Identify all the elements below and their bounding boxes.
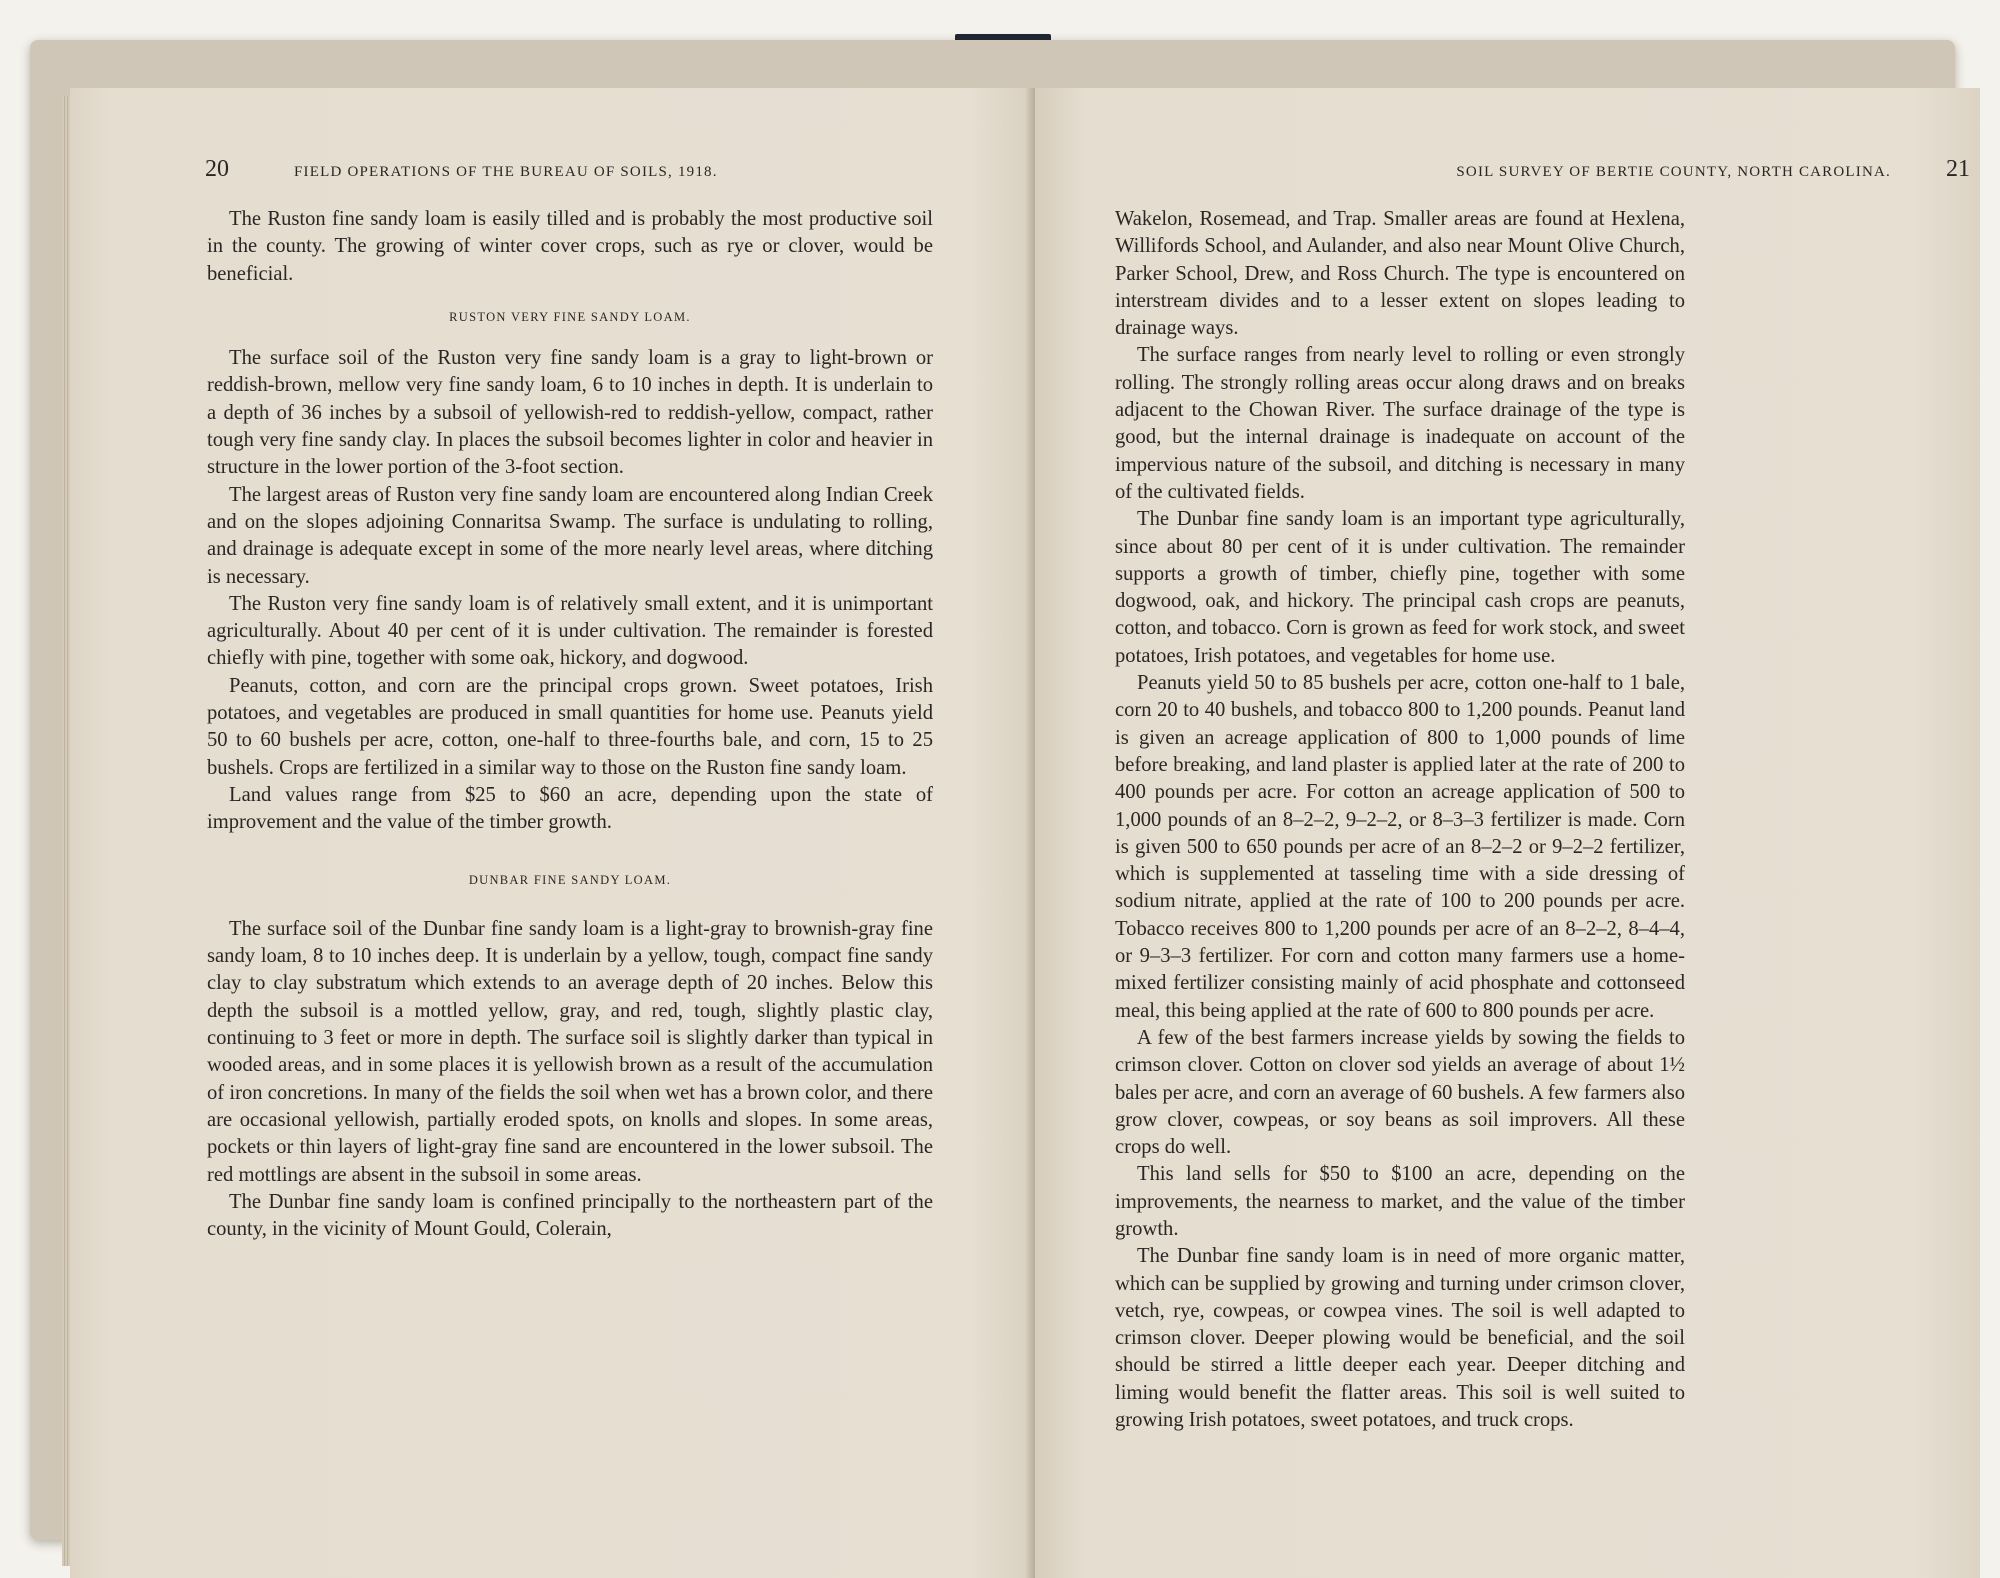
paragraph: The Dunbar fine sandy loam is in need of more organic matter, which can be supplied by growing and turning under crimson clover, vetch, rye, cowpeas, or cowpea vines. The soil is well adapted to crimson clover. Deeper plowing would be beneficial, and the soil should be stirred a little deeper each year. Deeper ditching and liming would benefit the flatter areas. This soil is well suited to growing Irish potatoes, sweet potatoes, and truck crops.	[1115, 1245, 1685, 1432]
paragraph: The largest areas of Ruston very fine sandy loam are encountered along Indian Creek and on the slopes adjoining Connaritsa Swamp. The surface is undulating to rolling, and drainage is adequate except in some of the more nearly level areas, where ditching is necessary.	[207, 483, 933, 588]
paragraph: Peanuts, cotton, and corn are the principal crops grown. Sweet potatoes, Irish potatoes, and vegetables are produced in small quantities for home use. Peanuts yield 50 to 60 bushels per acre, cotton, one-half to three-fourths bale, and corn, 15 to 25 bushels. Crops are fertilized in a similar way to those on the Ruston fine sandy loam.	[207, 674, 933, 779]
paragraph: Peanuts yield 50 to 85 bushels per acre, cotton one-half to 1 bale, corn 20 to 40 bushels, and tobacco 800 to 1,200 pounds. Peanut land is given an acreage application of 800 to 1,000 pounds of lime before breaking, and land plaster is applied later at the rate of 200 to 400 pounds per acre. For cotton an acreage application of 500 to 1,000 pounds of an 8–2–2, 9–2–2, or 8–3–3 fertilizer is made. Corn is given 500 to 650 pounds per acre of an 8–2–2 or 9–2–2 fertilizer, which is supplemented at tasseling time with a side dressing of sodium nitrate, applied at the rate of 100 to 200 pounds per acre. Tobacco receives 800 to 1,200 pounds per acre of an 8–2–2, 8–4–4, or 9–3–3 fertilizer. For corn and cotton many farmers use a home-mixed fertilizer consisting mainly of acid phosphate and cottonseed meal, this being applied at the rate of 600 to 800 pounds per acre.	[1115, 672, 1685, 1022]
section-heading-ruston: RUSTON VERY FINE SANDY LOAM.	[449, 309, 691, 324]
paragraph: The surface soil of the Dunbar fine sandy loam is a light-gray to brownish-gray fine sandy loam, 8 to 10 inches deep. It is underlain by a yellow, tough, compact fine sandy clay to clay substratum which extends to an average depth of 20 inches. Below this depth the subsoil is a mottled yellow, gray, and red, tough, slightly plastic clay, continuing to 3 feet or more in depth. The surface soil is slightly darker than typical in wooded areas, and in some places it is yellowish brown as a result of the accumulation of iron concretions. In many of the fields the soil when wet has a brown color, and there are occasional yellowish, partially eroded spots, on knolls and slopes. In some areas, pockets or thin layers of light-gray fine sand are encountered in the lower subsoil. The red mottlings are absent in the subsoil in some areas.	[207, 917, 933, 1186]
section-heading-dunbar: DUNBAR FINE SANDY LOAM.	[468, 872, 672, 887]
right-running-head	[1220, 156, 1970, 183]
paragraph: The surface soil of the Ruston very fine sandy loam is a gray to light-brown or reddish-brown, mellow very fine sandy loam, 6 to 10 inches in depth. It is underlain to a depth of 36 inches by a subsoil of yellowish-red to reddish-yellow, compact, rather tough very fine sandy clay. In places the subsoil becomes lighter in color and heavier in structure in the lower portion of the 3-foot section.	[207, 347, 933, 479]
paragraph: The surface ranges from nearly level to rolling or even strongly rolling. The strongly rolling areas occur along draws and on breaks adjacent to the Chowan River. The surface drainage of the type is good, but the internal drainage is inadequate on account of the impervious nature of the subsoil, and ditching is necessary in many of the cultivated fields.	[1115, 344, 1685, 503]
left-page-number: 20	[205, 156, 229, 182]
paragraph: The Dunbar fine sandy loam is confined principally to the northeastern part of the county, in the vicinity of Mount Gould, Colerain,	[207, 1190, 933, 1241]
paragraph: The Ruston fine sandy loam is easily tilled and is probably the most productive soil in the county. The growing of winter cover crops, such as rye or clover, would be beneficial.	[207, 208, 933, 285]
paragraph: Wakelon, Rosemead, and Trap. Smaller areas are found at Hexlena, Willifords School, and Aulander, and also near Mount Olive Church, Parker School, Drew, and Ross Church. The type is encountered on interstream divides and to a lesser extent on slopes leading to drainage ways.	[1115, 208, 1685, 340]
left-running-head	[205, 156, 935, 183]
left-page	[70, 88, 1036, 1578]
paragraph: This land sells for $50 to $100 an acre, depending on the improvements, the nearness to market, and the value of the timber growth.	[1115, 1163, 1685, 1240]
left-running-title: FIELD OPERATIONS OF THE BUREAU OF SOILS, 1918.	[294, 164, 718, 180]
paragraph: The Dunbar fine sandy loam is an important type agriculturally, since about 80 per cent of it is under cultivation. The remainder supports a growth of timber, chiefly pine, together with some dogwood, oak, and hickory. The principal cash crops are peanuts, cotton, and tobacco. Corn is grown as feed for work stock, and sweet potatoes, Irish potatoes, and vegetables for home use.	[1115, 508, 1685, 667]
open-book	[30, 40, 1970, 1540]
paragraph: A few of the best farmers increase yields by sowing the fields to crimson clover. Cotton on clover sod yields an average of about 1½ bales per acre, and corn an average of 60 bushels. A few farmers also grow clover, cowpeas, or soy beans as soil improvers. All these crops do well.	[1115, 1026, 1685, 1159]
right-running-title: SOIL SURVEY OF BERTIE COUNTY, NORTH CAROLINA.	[1456, 164, 1891, 180]
right-body-text	[1115, 206, 1685, 1434]
right-page	[1035, 88, 1980, 1578]
left-body-text	[207, 206, 933, 1243]
paragraph: The Ruston very fine sandy loam is of relatively small extent, and it is unimportant agriculturally. About 40 per cent of it is under cultivation. The remainder is forested chiefly with pine, together with some oak, hickory, and dogwood.	[207, 592, 933, 670]
right-page-number: 21	[1946, 156, 1970, 182]
paragraph: Land values range from $25 to $60 an acre, depending upon the state of improvement and the value of the timber growth.	[207, 783, 933, 834]
